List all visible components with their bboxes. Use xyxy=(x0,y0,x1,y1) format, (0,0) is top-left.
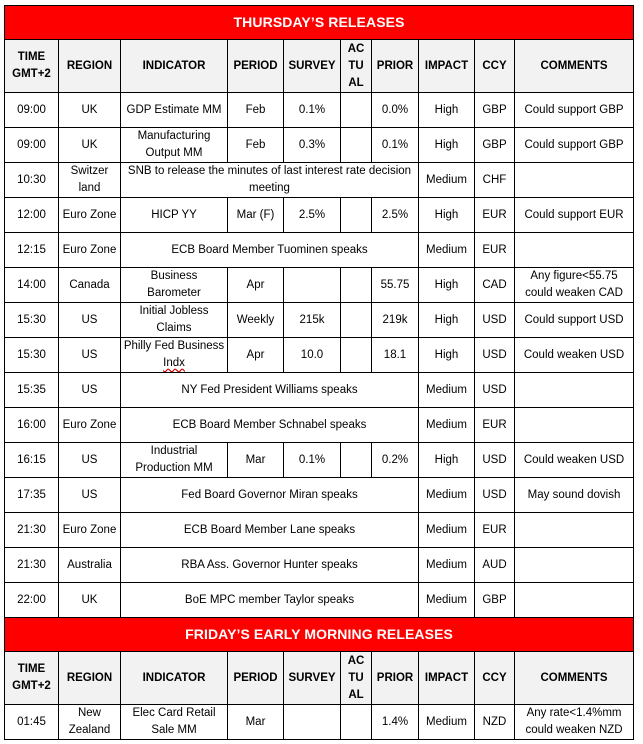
cell-time: 14:00 xyxy=(5,268,59,303)
table-row xyxy=(5,478,634,513)
cell-region: UK xyxy=(59,128,121,163)
col-ccy-header: CCY xyxy=(475,652,515,705)
cell-comments: Could support EUR xyxy=(515,198,634,233)
col-indicator-header: INDICATOR xyxy=(121,40,228,93)
cell-period: Weekly xyxy=(228,303,284,338)
cell-ccy: CAD xyxy=(475,268,515,303)
cell-prior: 0.2% xyxy=(372,443,419,478)
cell-actual xyxy=(341,303,372,338)
col-impact-header: IMPACT xyxy=(419,40,475,93)
table-row xyxy=(5,548,634,583)
cell-indicator: Philly Fed Business Indx xyxy=(121,338,228,373)
cell-actual xyxy=(341,198,372,233)
cell-ccy: EUR xyxy=(475,233,515,268)
cell-actual xyxy=(341,93,372,128)
col-region-header: REGION xyxy=(59,652,121,705)
cell-prior: 2.5% xyxy=(372,198,419,233)
cell-time: 10:30 xyxy=(5,163,59,198)
cell-ccy: GBP xyxy=(475,583,515,618)
cell-time: 09:00 xyxy=(5,93,59,128)
cell-comments: Could weaken USD xyxy=(515,443,634,478)
cell-survey: 0.1% xyxy=(284,93,341,128)
cell-ccy: USD xyxy=(475,338,515,373)
cell-indicator: Manufacturing Output MM xyxy=(121,128,228,163)
cell-prior: 0.0% xyxy=(372,93,419,128)
cell-region: US xyxy=(59,303,121,338)
cell-ccy: USD xyxy=(475,303,515,338)
cell-comments: Any rate<1.4%mm could weaken NZD xyxy=(515,705,634,740)
cell-time: 15:30 xyxy=(5,303,59,338)
cell-impact: Medium xyxy=(419,163,475,198)
cell-impact: High xyxy=(419,198,475,233)
cell-event: ECB Board Member Tuominen speaks xyxy=(121,233,419,268)
cell-time: 22:00 xyxy=(5,583,59,618)
cell-event: Fed Board Governor Miran speaks xyxy=(121,478,419,513)
col-comments-header: COMMENTS xyxy=(515,40,634,93)
col-prior-header: PRIOR xyxy=(372,40,419,93)
cell-region: Canada xyxy=(59,268,121,303)
cell-impact: Medium xyxy=(419,583,475,618)
cell-time: 01:45 xyxy=(5,705,59,740)
cell-prior: 219k xyxy=(372,303,419,338)
cell-ccy: USD xyxy=(475,373,515,408)
cell-actual xyxy=(341,128,372,163)
cell-impact: Medium xyxy=(419,513,475,548)
cell-impact: Medium xyxy=(419,373,475,408)
cell-indicator: Industrial Production MM xyxy=(121,443,228,478)
table-row xyxy=(5,338,634,373)
cell-period: Mar (F) xyxy=(228,198,284,233)
cell-comments xyxy=(515,233,634,268)
cell-region: New Zealand xyxy=(59,705,121,740)
cell-period: Mar xyxy=(228,705,284,740)
cell-indicator: GDP Estimate MM xyxy=(121,93,228,128)
table-row xyxy=(5,198,634,233)
col-time-header: TIME GMT+2 xyxy=(5,40,59,93)
cell-time: 21:30 xyxy=(5,548,59,583)
cell-ccy: NZD xyxy=(475,705,515,740)
cell-region: Switzer land xyxy=(59,163,121,198)
cell-comments: Any figure<55.75 could weaken CAD xyxy=(515,268,634,303)
releases-table xyxy=(4,5,634,740)
friday-header-row xyxy=(5,652,634,705)
col-ccy-header: CCY xyxy=(475,40,515,93)
cell-period: Apr xyxy=(228,268,284,303)
cell-survey: 10.0 xyxy=(284,338,341,373)
col-survey-header: SURVEY xyxy=(284,652,341,705)
cell-comments: Could support GBP xyxy=(515,93,634,128)
cell-actual xyxy=(341,338,372,373)
cell-region: UK xyxy=(59,583,121,618)
cell-region: Australia xyxy=(59,548,121,583)
table-row xyxy=(5,408,634,443)
col-impact-header: IMPACT xyxy=(419,652,475,705)
cell-survey: 215k xyxy=(284,303,341,338)
spellcheck-underlined-word: Indx xyxy=(163,357,185,369)
table-row xyxy=(5,233,634,268)
friday-title-row xyxy=(5,618,634,652)
cell-region: UK xyxy=(59,93,121,128)
cell-comments xyxy=(515,373,634,408)
thursday-title-row xyxy=(5,6,634,40)
cell-comments xyxy=(515,163,634,198)
cell-region: US xyxy=(59,443,121,478)
table-row xyxy=(5,373,634,408)
cell-region: US xyxy=(59,478,121,513)
cell-ccy: EUR xyxy=(475,513,515,548)
cell-indicator: HICP YY xyxy=(121,198,228,233)
cell-time: 21:30 xyxy=(5,513,59,548)
col-indicator-header: INDICATOR xyxy=(121,652,228,705)
cell-event: RBA Ass. Governor Hunter speaks xyxy=(121,548,419,583)
friday-section-title: FRIDAY’S EARLY MORNING RELEASES xyxy=(5,618,634,652)
cell-ccy: USD xyxy=(475,478,515,513)
cell-time: 16:00 xyxy=(5,408,59,443)
cell-time: 17:35 xyxy=(5,478,59,513)
col-actual-header: AC TU AL xyxy=(341,652,372,705)
table-row xyxy=(5,163,634,198)
col-comments-header: COMMENTS xyxy=(515,652,634,705)
cell-event: ECB Board Member Lane speaks xyxy=(121,513,419,548)
cell-survey: 0.1% xyxy=(284,443,341,478)
col-actual-header: AC TU AL xyxy=(341,40,372,93)
cell-comments: Could support USD xyxy=(515,303,634,338)
cell-impact: High xyxy=(419,128,475,163)
cell-survey xyxy=(284,705,341,740)
cell-survey xyxy=(284,268,341,303)
col-region-header: REGION xyxy=(59,40,121,93)
cell-impact: Medium xyxy=(419,705,475,740)
cell-impact: High xyxy=(419,338,475,373)
cell-comments: May sound dovish xyxy=(515,478,634,513)
cell-ccy: AUD xyxy=(475,548,515,583)
cell-comments xyxy=(515,548,634,583)
cell-comments xyxy=(515,513,634,548)
cell-period: Feb xyxy=(228,93,284,128)
cell-time: 16:15 xyxy=(5,443,59,478)
cell-event: ECB Board Member Schnabel speaks xyxy=(121,408,419,443)
cell-region: Euro Zone xyxy=(59,513,121,548)
cell-period: Mar xyxy=(228,443,284,478)
cell-event: NY Fed President Williams speaks xyxy=(121,373,419,408)
cell-impact: High xyxy=(419,443,475,478)
cell-time: 12:00 xyxy=(5,198,59,233)
cell-indicator: Elec Card Retail Sale MM xyxy=(121,705,228,740)
cell-prior: 55.75 xyxy=(372,268,419,303)
cell-impact: High xyxy=(419,93,475,128)
cell-impact: Medium xyxy=(419,233,475,268)
table-row xyxy=(5,268,634,303)
cell-impact: Medium xyxy=(419,478,475,513)
table-row xyxy=(5,93,634,128)
col-period-header: PERIOD xyxy=(228,652,284,705)
table-row xyxy=(5,583,634,618)
col-prior-header: PRIOR xyxy=(372,652,419,705)
cell-prior: 1.4% xyxy=(372,705,419,740)
cell-region: Euro Zone xyxy=(59,233,121,268)
cell-period: Apr xyxy=(228,338,284,373)
table-row xyxy=(5,513,634,548)
cell-impact: Medium xyxy=(419,548,475,583)
cell-indicator: Initial Jobless Claims xyxy=(121,303,228,338)
cell-ccy: EUR xyxy=(475,198,515,233)
table-body xyxy=(5,6,634,740)
thursday-header-row xyxy=(5,40,634,93)
cell-survey: 2.5% xyxy=(284,198,341,233)
cell-comments xyxy=(515,583,634,618)
cell-prior: 18.1 xyxy=(372,338,419,373)
col-time-header: TIME GMT+2 xyxy=(5,652,59,705)
table-row xyxy=(5,443,634,478)
table-row xyxy=(5,303,634,338)
cell-indicator: Business Barometer xyxy=(121,268,228,303)
cell-actual xyxy=(341,268,372,303)
cell-region: US xyxy=(59,373,121,408)
cell-ccy: CHF xyxy=(475,163,515,198)
cell-time: 15:30 xyxy=(5,338,59,373)
cell-region: Euro Zone xyxy=(59,198,121,233)
cell-ccy: GBP xyxy=(475,128,515,163)
cell-impact: Medium xyxy=(419,408,475,443)
col-period-header: PERIOD xyxy=(228,40,284,93)
cell-region: US xyxy=(59,338,121,373)
cell-time: 09:00 xyxy=(5,128,59,163)
thursday-section-title: THURSDAY’S RELEASES xyxy=(5,6,634,40)
cell-time: 12:15 xyxy=(5,233,59,268)
table-row xyxy=(5,128,634,163)
cell-comments: Could support GBP xyxy=(515,128,634,163)
cell-actual xyxy=(341,705,372,740)
cell-impact: High xyxy=(419,303,475,338)
cell-survey: 0.3% xyxy=(284,128,341,163)
table-row xyxy=(5,705,634,740)
cell-ccy: EUR xyxy=(475,408,515,443)
col-survey-header: SURVEY xyxy=(284,40,341,93)
cell-comments xyxy=(515,408,634,443)
cell-impact: High xyxy=(419,268,475,303)
cell-event: BoE MPC member Taylor speaks xyxy=(121,583,419,618)
cell-actual xyxy=(341,443,372,478)
cell-period: Feb xyxy=(228,128,284,163)
cell-ccy: USD xyxy=(475,443,515,478)
cell-event: SNB to release the minutes of last interest rate decision meeting xyxy=(121,163,419,198)
economic-calendar xyxy=(4,5,633,740)
cell-time: 15:35 xyxy=(5,373,59,408)
cell-comments: Could weaken USD xyxy=(515,338,634,373)
cell-prior: 0.1% xyxy=(372,128,419,163)
cell-ccy: GBP xyxy=(475,93,515,128)
cell-region: Euro Zone xyxy=(59,408,121,443)
